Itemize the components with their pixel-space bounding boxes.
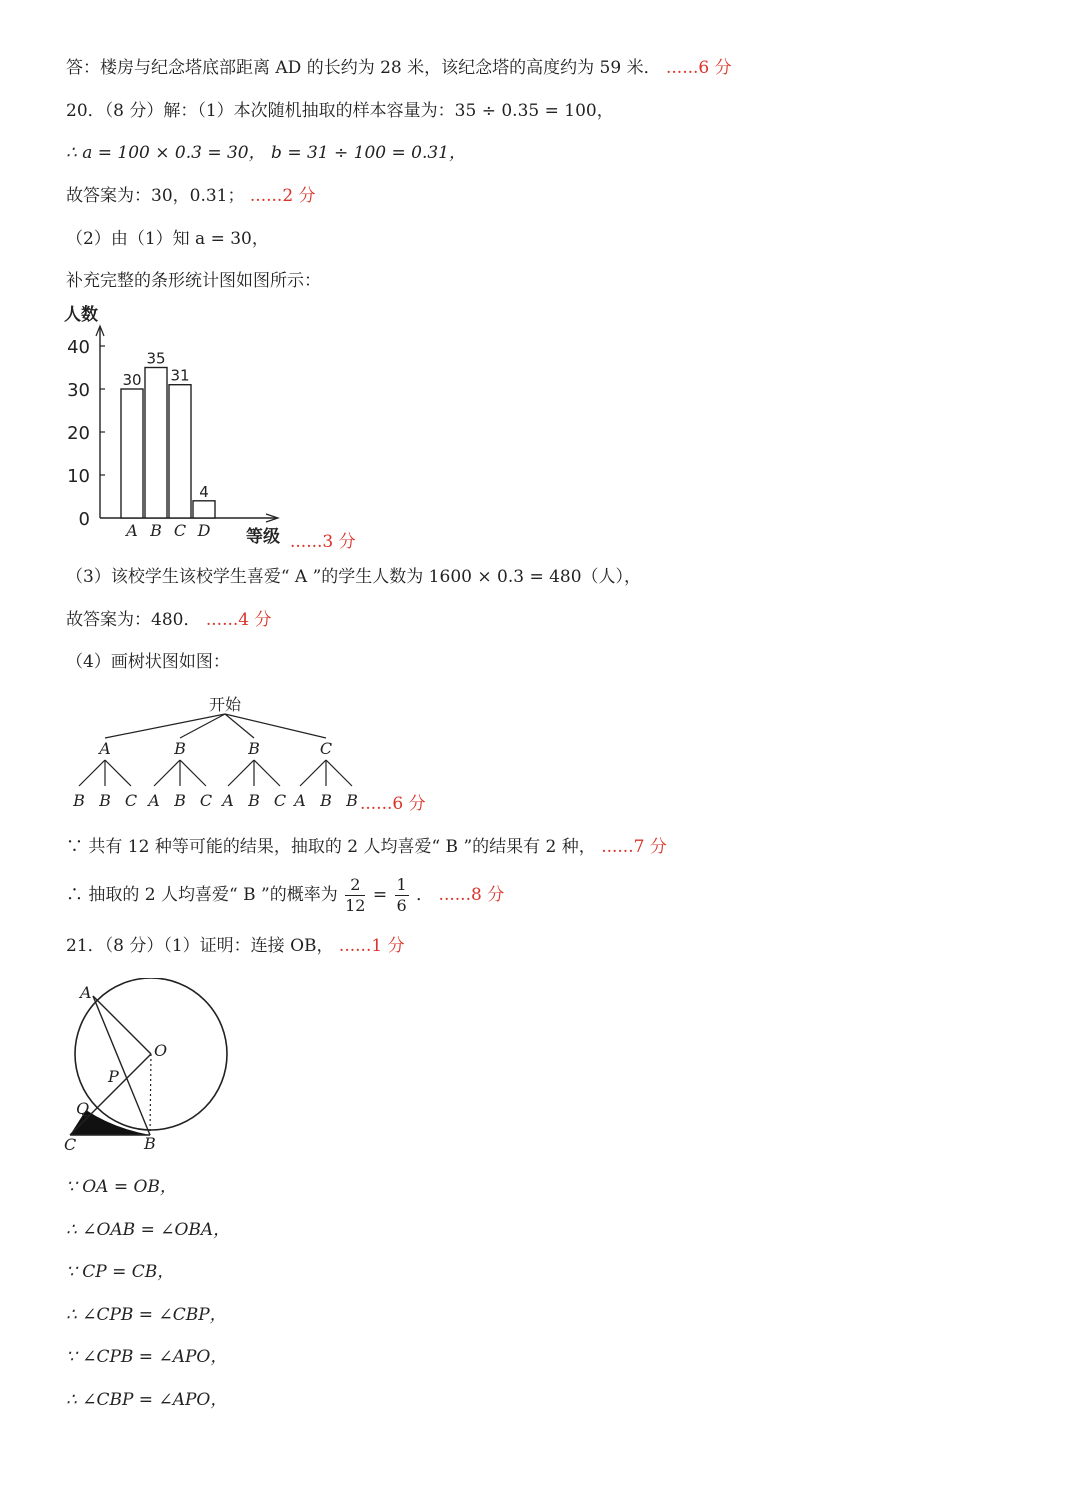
proof-line-6: ∴ ∠CBP = ∠APO， [66,1390,228,1410]
part3-text: （3）该校学生该校学生喜爱“ A ”的学生人数为 1600 × 0.3 = 480（人）， [66,567,642,587]
y-axis-label: 人数 [64,305,98,325]
bar-value-label: 30 [122,371,142,389]
score-mark: ......7 分 [601,837,667,857]
y-tick-label: 40 [67,337,90,358]
tree-edge [105,760,131,786]
tree-leaf-label: B [346,791,358,810]
q20-part4 [66,650,230,674]
tree-leaf-label: B [320,791,332,810]
bar-b [145,368,167,519]
q21-heading [66,934,405,958]
tree-edge [326,760,352,786]
calc-text: ∴ a = 100 × 0.3 = 30， b = 31 ÷ 100 = 0.31， [66,143,466,163]
chart-score-mark: ......3 分 [290,532,356,552]
q20-part1-text: 20．（8 分）解：（1）本次随机抽取的样本容量为：35 ÷ 0.35 = 100， [66,101,614,121]
q20-probability-line [66,872,504,918]
x-category-label: D [197,521,211,540]
label-p: P [108,1067,119,1086]
equals-sign: = [372,885,388,905]
tree-leaf-label: B [99,791,111,810]
q21-text: 21．（8 分）（1）证明：连接 OB， [66,936,334,956]
y-tick-label: 0 [78,509,90,530]
tree-edge [180,714,225,738]
q20-answer-3 [66,608,272,632]
tree-edge [254,760,280,786]
bar-a [121,389,143,518]
tree-leaf-label: A [294,791,306,810]
chart-intro [66,269,321,293]
proof-line-2: ∴ ∠OAB = ∠OBA， [66,1220,231,1240]
tree-edge [154,760,180,786]
bar-c [169,385,191,518]
bar-value-label: 35 [146,349,166,368]
tree-leaf-label: C [199,791,213,810]
tree-leaf-label: C [124,791,138,810]
tree-leaf-label: A [222,791,234,810]
answer-line-19 [66,56,732,80]
label-a: A [80,983,92,1002]
proof-line-3: ∵ CP = CB， [66,1262,175,1282]
fraction-numerator: 2 [345,875,365,896]
segment-ab [93,996,150,1135]
segment-ao [93,996,151,1054]
x-category-label: C [173,521,187,540]
answer-text: 故答案为：480． [66,610,201,630]
y-tick-label: 10 [67,466,90,487]
part2-text: （2）由（1）知 a = 30， [66,229,269,249]
tree-root-label: 开始 [208,695,242,714]
tree-edge [105,714,225,738]
label-c: C [64,1135,77,1153]
fraction-numerator: 1 [396,875,407,894]
score-mark: ......8 分 [438,885,505,905]
tree-leaf-label: B [73,791,85,810]
x-axis-label: 等级 [246,527,280,547]
probability-text: ∴ 抽取的 2 人均喜爱“ B ”的概率为 [66,885,338,905]
x-category-label: A [126,521,138,540]
bar-value-label: 4 [199,482,209,501]
part4-text: （4）画树状图如图： [66,652,230,672]
score-mark: ......4 分 [205,610,272,630]
tree-edge [79,760,105,786]
y-tick-label: 20 [67,423,90,444]
q20-part3 [66,565,641,589]
tree-leaf-label: B [248,791,260,810]
period: ． [416,885,434,905]
bar-value-label: 31 [170,366,190,385]
score-mark: ......2 分 [249,186,316,206]
tree-branch-label: C [319,739,333,758]
q20-part2 [66,227,269,251]
tree-branch-label: A [99,739,111,758]
result-text: ∵ 共有 12 种等可能的结果，抽取的 2 人均喜爱“ B ”的结果有 2 种， [66,837,596,857]
tree-branch-label: B [248,739,260,758]
answer-text: 故答案为：30，0.31； [66,186,245,206]
tree-score-mark: ......6 分 [360,794,426,814]
fraction-denominator: 12 [345,896,366,915]
fraction-2-12 [345,875,365,916]
proof-line-5: ∵ ∠CPB = ∠APO， [66,1347,228,1367]
q20-calc-line [66,141,466,165]
y-tick-label: 30 [67,380,90,401]
bar-chart [60,300,300,550]
x-category-label: B [150,521,162,540]
q20-heading [66,99,614,123]
tree-leaf-label: C [273,791,287,810]
tree-diagram [60,690,360,815]
score-mark: ......1 分 [338,936,405,956]
score-mark: ......6 分 [666,58,732,78]
circle-geometry-figure [58,978,238,1153]
label-b: B [144,1134,156,1153]
bar-d [193,501,215,518]
label-q: Q [76,1099,90,1118]
tree-leaf-label: A [148,791,160,810]
chart-intro-text: 补充完整的条形统计图如图所示： [66,271,321,291]
q20-answer-1 [66,184,316,208]
proof-line-4: ∴ ∠CPB = ∠CBP， [66,1305,227,1325]
fraction-1-6 [395,875,409,916]
label-o: O [154,1041,168,1060]
fraction-denominator: 6 [396,896,407,915]
tree-leaf-label: B [174,791,186,810]
tree-edge [180,760,206,786]
segment-ob-dotted [150,1054,151,1135]
tree-branch-label: B [174,739,186,758]
q20-result-line [66,835,667,859]
proof-line-1: ∵ OA = OB， [66,1177,177,1197]
tree-edge [300,760,326,786]
answer-text: 答：楼房与纪念塔底部距离 AD 的长约为 28 米，该纪念塔的高度约为 59 米． [66,58,661,78]
tree-edge [228,760,254,786]
